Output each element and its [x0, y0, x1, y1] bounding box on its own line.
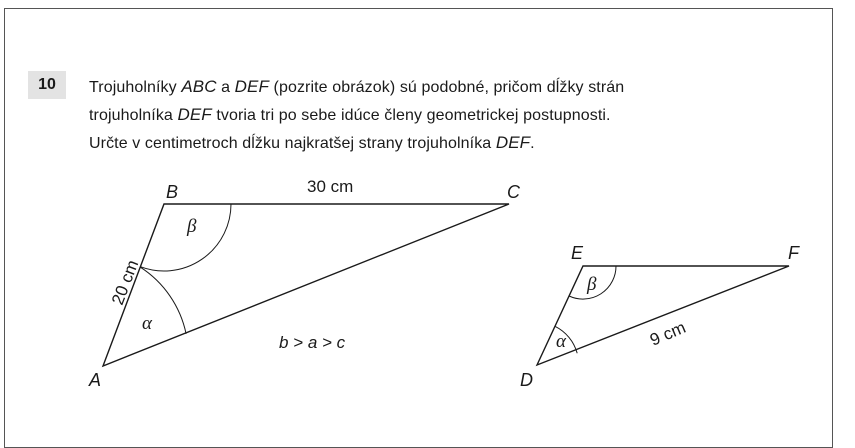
vertex-e: E	[571, 243, 584, 263]
side-bc-length: 30 cm	[307, 177, 354, 196]
side-df-length: 9 cm	[647, 317, 689, 350]
angle-alpha-def: α	[556, 331, 566, 352]
vertex-d: D	[520, 370, 533, 390]
task-line-1: Trojuholníky ABC a DEF (pozrite obrázok) sú podobné, pričom dĺžky strán	[89, 77, 625, 96]
task-line-2: trojuholníka DEF tvoria tri po sebe idúce členy geometrickej postupnosti.	[89, 105, 611, 124]
vertex-c: C	[507, 182, 520, 202]
angle-beta-abc: β	[187, 216, 197, 237]
vertex-a: A	[89, 370, 102, 390]
angle-beta-def: β	[587, 274, 597, 295]
triangle-def	[537, 266, 789, 365]
vertex-b: B	[166, 182, 179, 202]
angle-alpha-abc: α	[142, 313, 152, 334]
vertex-f: F	[788, 243, 799, 263]
side-ab-length: 20 cm	[107, 257, 143, 308]
task-number: 10	[28, 71, 66, 99]
angle-arc-beta-abc	[140, 204, 231, 271]
sides-relation: b > a > c	[279, 333, 346, 352]
task-line-3: Určte v centimetroch dĺžku najkratšej strany trojuholníka DEF.	[89, 133, 535, 152]
